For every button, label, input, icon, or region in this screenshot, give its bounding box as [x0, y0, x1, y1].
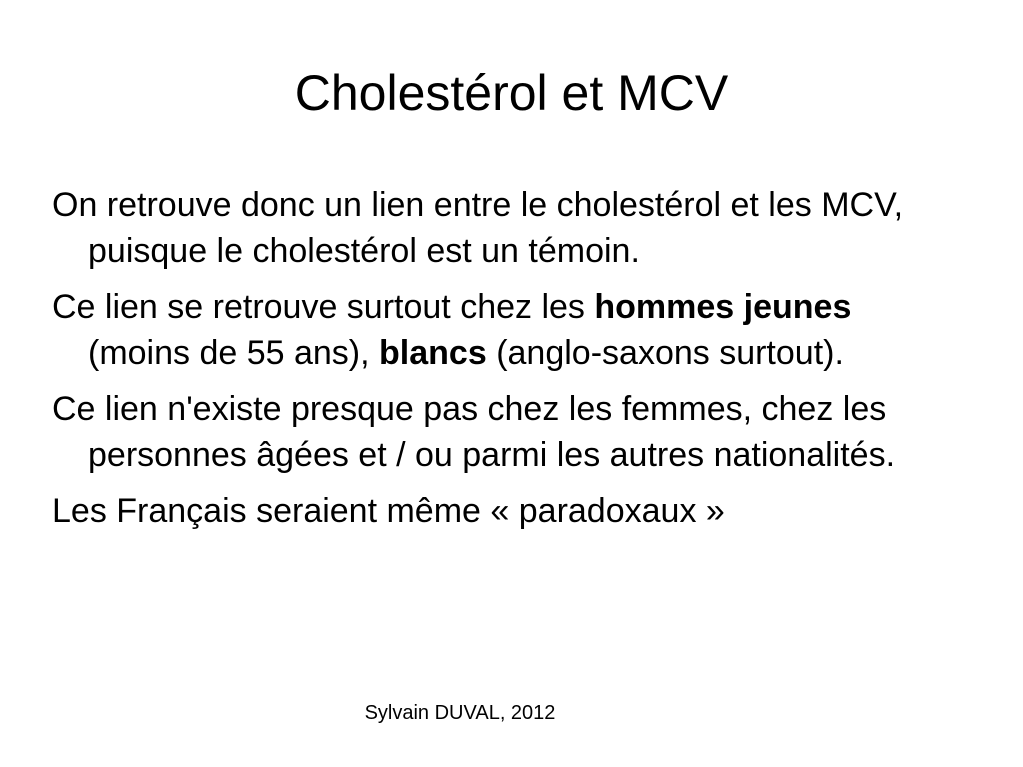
- bullet-text: Ce lien n'existe presque pas chez les femmes, chez les personnes âgées et / ou parmi les autres nationalités.: [52, 390, 896, 474]
- bullet-item: [52, 182, 952, 274]
- bullet-text: On retrouve donc un lien entre le cholestérol et les MCV, puisque le cholestérol est un témoin.: [52, 186, 904, 270]
- bullet-list: [52, 182, 952, 544]
- bullet-item: [52, 284, 952, 376]
- bullet-emphasis: blancs: [379, 334, 487, 372]
- bullet-text: (moins de 55 ans),: [88, 334, 380, 372]
- slide-footer: Sylvain DUVAL, 2012: [364, 702, 556, 724]
- bullet-item: [52, 386, 952, 478]
- bullet-text: (anglo-saxons surtout).: [486, 334, 844, 372]
- bullet-item: [52, 488, 952, 534]
- bullet-emphasis: hommes jeunes: [594, 288, 852, 326]
- bullet-text: Ce lien se retrouve surtout chez les: [52, 288, 595, 326]
- slide-title: Cholestérol et MCV: [294, 65, 729, 121]
- bullet-text: Les Français seraient même « paradoxaux »: [52, 492, 725, 530]
